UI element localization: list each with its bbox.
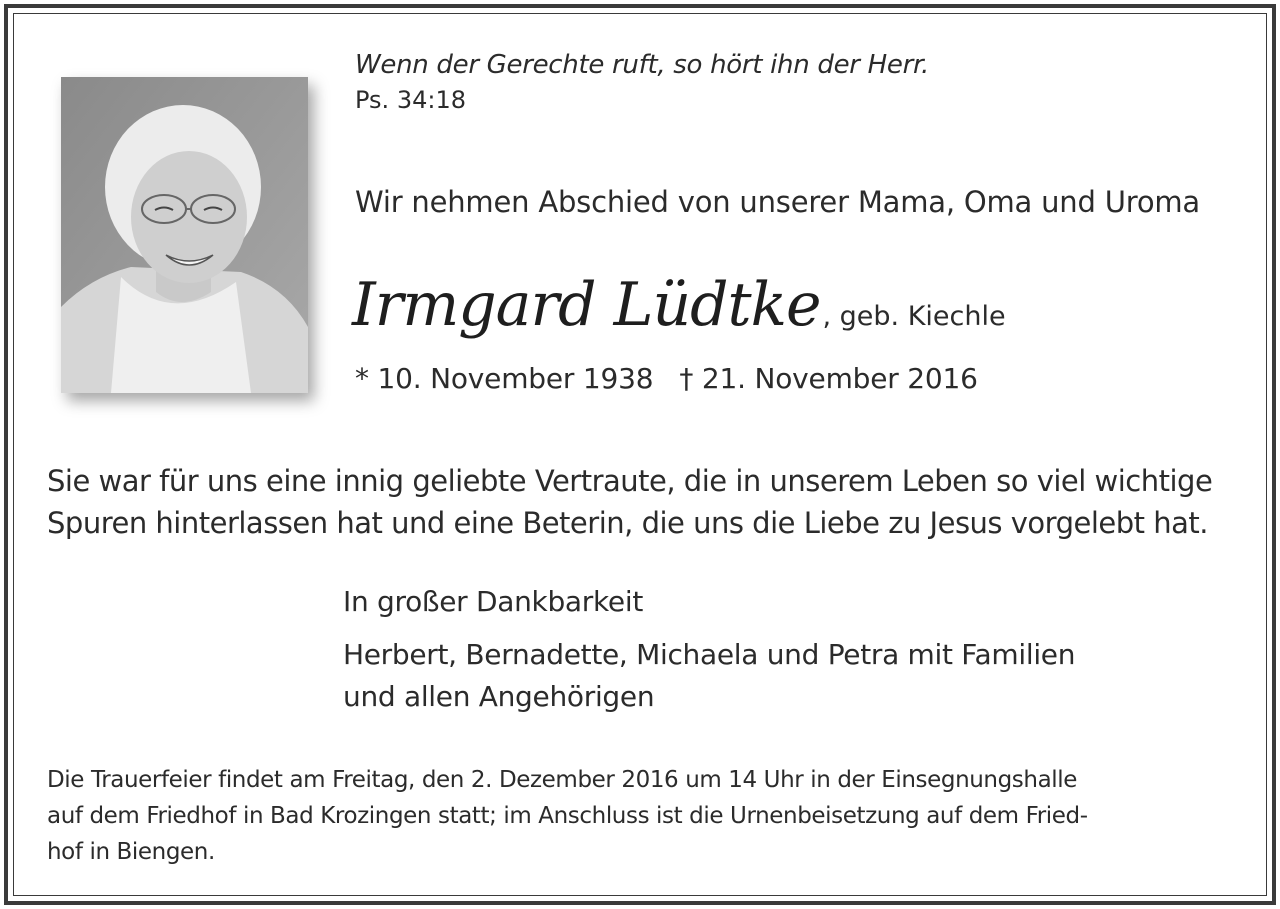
birth-date: * 10. November 1938 xyxy=(355,362,654,395)
quote-source: Ps. 34:18 xyxy=(355,86,466,114)
maiden-name: , geb. Kiechle xyxy=(822,301,1006,332)
gratitude-line: In großer Dankbarkeit xyxy=(343,585,644,618)
deceased-name-line xyxy=(352,270,1006,340)
service-info xyxy=(47,762,1088,870)
service-line: hof in Biengen. xyxy=(47,839,215,865)
family-line: Herbert, Bernadette, Michaela und Petra mit Familien xyxy=(343,638,1076,671)
life-dates xyxy=(355,362,978,395)
farewell-line: Wir nehmen Abschied von unserer Mama, Oma und Uroma xyxy=(355,185,1200,219)
portrait-photo xyxy=(61,77,308,393)
death-date: † 21. November 2016 xyxy=(679,362,978,395)
service-line: auf dem Friedhof in Bad Krozingen statt; im Anschluss ist die Urnenbeisetzung auf dem Fried- xyxy=(47,803,1088,829)
bible-quote: Wenn der Gerechte ruft, so hört ihn der Herr. xyxy=(355,50,929,80)
family-signature xyxy=(343,634,1075,718)
family-line: und allen Angehörigen xyxy=(343,680,655,713)
service-line: Die Trauerfeier findet am Freitag, den 2. Dezember 2016 um 14 Uhr in der Einsegnungshalle xyxy=(47,767,1077,793)
deceased-name: Irmgard Lüdtke xyxy=(352,270,821,340)
tribute-line: Spuren hinterlassen hat und eine Beterin, die uns die Liebe zu Jesus vorgelebt hat. xyxy=(47,506,1208,540)
tribute-text xyxy=(47,460,1212,544)
tribute-line: Sie war für uns eine innig geliebte Vertraute, die in unserem Leben so viel wichtige xyxy=(47,464,1213,498)
